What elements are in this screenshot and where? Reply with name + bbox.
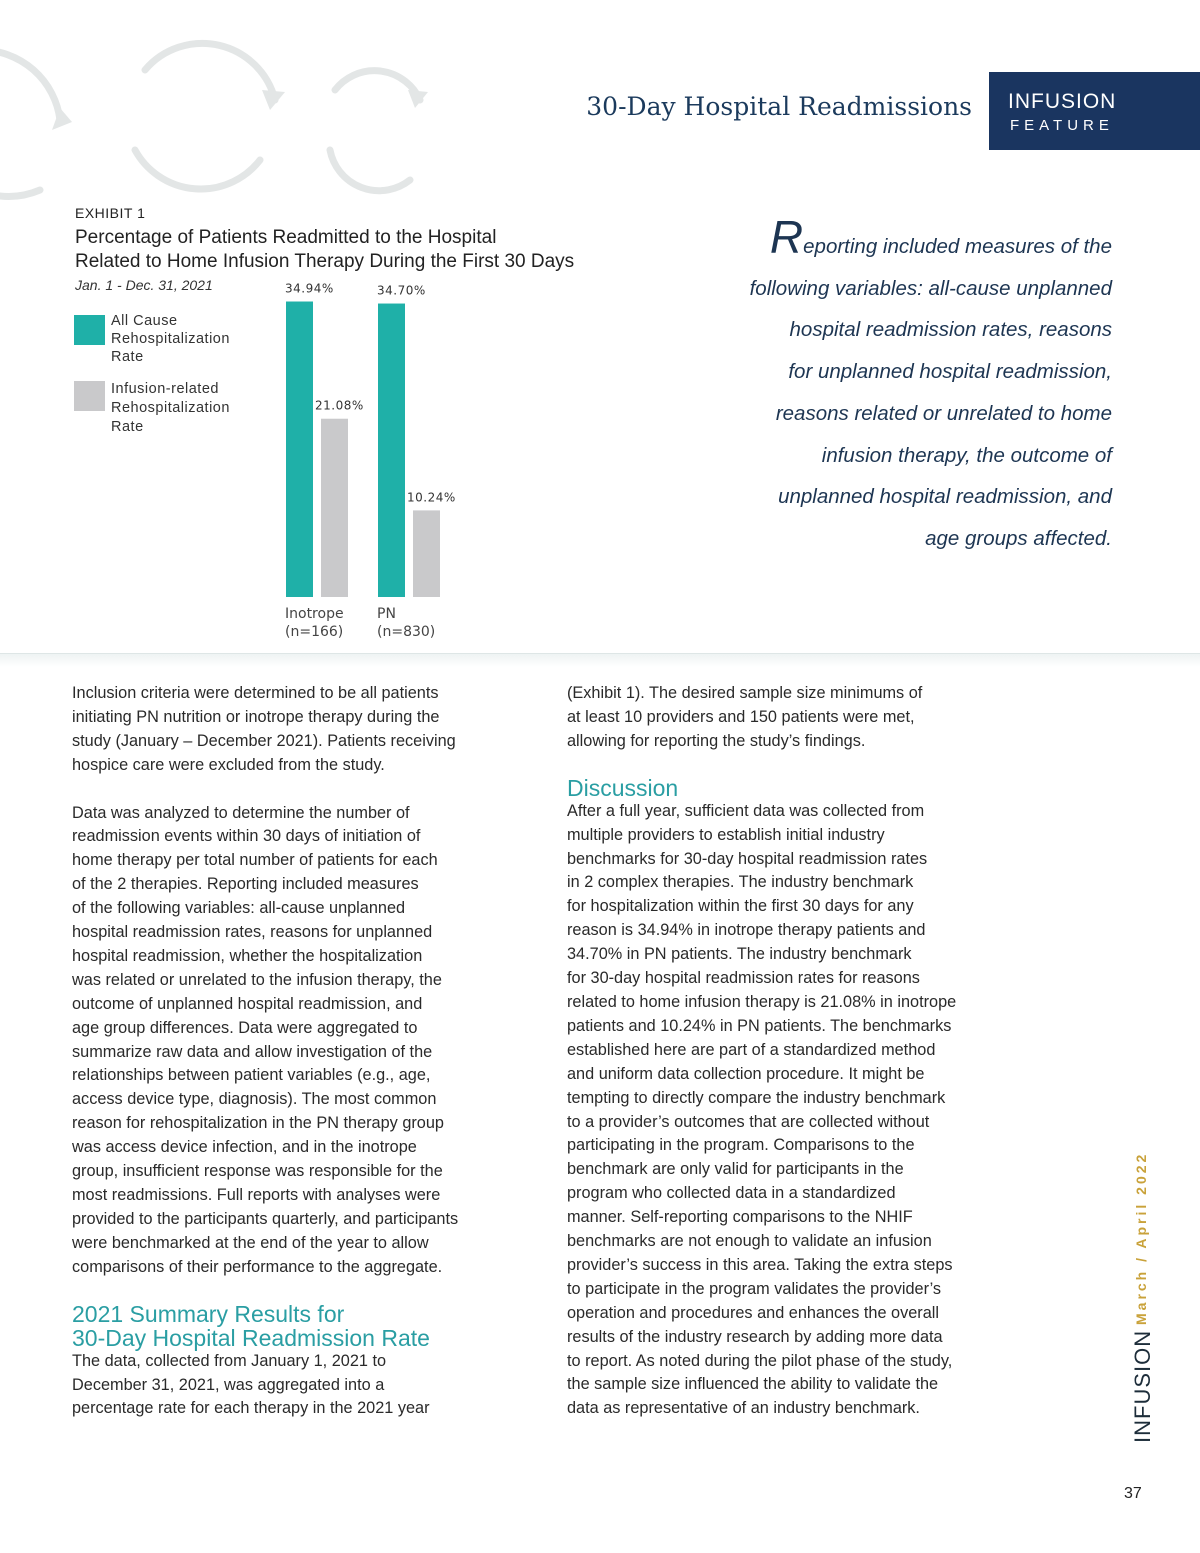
paragraph-discussion xyxy=(567,800,1017,1422)
legend-line: Rehospitalization xyxy=(111,331,230,347)
infusion-logo: INFUSION xyxy=(1008,90,1117,113)
text-line: provider’s success in this area. Taking the extra steps xyxy=(567,1255,953,1274)
text-line: for 30-day hospital readmission rates for reasons xyxy=(567,969,920,988)
bar-value-label: 21.08% xyxy=(315,398,364,413)
paragraph-data-analysis xyxy=(72,802,522,1280)
text-line: was access device infection, and in the inotrope xyxy=(72,1138,417,1157)
text-line: readmission events within 30 days of initiation of xyxy=(72,827,421,846)
category-label: Inotrope xyxy=(285,606,344,622)
text-line: participating in the program. Comparisons to the xyxy=(567,1136,915,1155)
text-line: results of the industry research by adding more data xyxy=(567,1327,943,1346)
text-line: manner. Self-reporting comparisons to the NHIF xyxy=(567,1208,913,1227)
pull-quote xyxy=(690,211,1112,560)
text-line: patients and 10.24% in PN patients. The benchmarks xyxy=(567,1016,952,1035)
page-number: 37 xyxy=(1124,1485,1142,1502)
pull-quote-line xyxy=(690,211,1112,268)
legend-swatch-all-cause xyxy=(74,315,105,345)
paragraph-inclusion-criteria xyxy=(72,682,522,778)
text-line: The data, collected from January 1, 2021 to xyxy=(72,1351,387,1370)
text-line: at least 10 providers and 150 patients were met, xyxy=(567,707,915,726)
bar-value-label: 10.24% xyxy=(407,490,456,505)
text-line: home therapy per total number of patients for each xyxy=(72,851,438,870)
text-line: data as representative of an industry benchmark. xyxy=(567,1399,920,1418)
infusion-logo-vertical: INFUSION xyxy=(1130,1329,1155,1443)
text-line: hospital readmission, whether the hospitalization xyxy=(72,946,423,965)
text-line: allowing for reporting the study’s findings. xyxy=(567,731,866,750)
text-line: comparisons of their performance to the aggregate. xyxy=(72,1257,443,1276)
text-line: benchmarks are not enough to validate an infusion xyxy=(567,1232,932,1251)
text-line: were benchmarked at the end of the year to allow xyxy=(72,1233,429,1252)
pull-quote-line: unplanned hospital readmission, and xyxy=(778,485,1112,509)
text-line: to a provider’s outcomes that are collected without xyxy=(567,1112,930,1131)
text-line: tempting to directly compare the industry benchmark xyxy=(567,1088,946,1107)
section-divider xyxy=(0,653,1200,667)
text-line: After a full year, sufficient data was collected from xyxy=(567,801,925,820)
exhibit-title xyxy=(75,226,635,274)
category-n-label: (n=830) xyxy=(377,624,436,640)
body-column-right xyxy=(567,682,1017,1421)
bar-inotrope-series-1 xyxy=(321,419,348,597)
text-line: percentage rate for each therapy in the 2021 year xyxy=(72,1399,430,1418)
text-line: of the 2 therapies. Reporting included measures xyxy=(72,875,419,894)
heading-discussion: Discussion xyxy=(567,774,679,801)
legend-label-all-cause xyxy=(111,312,261,366)
text-line: 34.70% in PN patients. The industry benchmark xyxy=(567,945,912,964)
paragraph-data-collected xyxy=(72,1350,522,1422)
text-line: age group differences. Data were aggregated to xyxy=(72,1018,418,1037)
text-line: reason is 34.94% in inotrope therapy patients and xyxy=(567,921,926,940)
text-line: for hospitalization within the first 30 days for any xyxy=(567,897,914,916)
pull-quote-line: hospital readmission rates, reasons xyxy=(789,318,1112,342)
text-line: relationships between patient variables (e.g., age, xyxy=(72,1066,431,1085)
text-line: to participate in the program validates the provider’s xyxy=(567,1279,942,1298)
bar-pn-series-0 xyxy=(378,304,405,597)
legend-line: All Cause xyxy=(111,313,178,329)
text-line: hospital readmission rates, reasons for unplanned xyxy=(72,923,433,942)
text-line: program who collected data in a standardized xyxy=(567,1184,896,1203)
bar-chart xyxy=(270,275,500,645)
pull-quote-dropcap: R xyxy=(769,211,804,263)
pull-quote-line: following variables: all-cause unplanned xyxy=(749,276,1112,300)
text-line: Data was analyzed to determine the number of xyxy=(72,803,410,822)
text-line: benchmark are only valid for participants in the xyxy=(567,1160,904,1179)
text-line: was related or unrelated to the infusion therapy, the xyxy=(72,970,442,989)
feature-label: FEATURE xyxy=(1010,117,1114,134)
text-line: operation and procedures and enhances the overall xyxy=(567,1303,940,1322)
text-line: study (January – December 2021). Patients receiving xyxy=(72,731,456,750)
text-line: summarize raw data and allow investigation of the xyxy=(72,1042,433,1061)
text-line: provided to the participants quarterly, and participants xyxy=(72,1209,459,1228)
category-label: PN xyxy=(377,606,396,622)
paragraph-sample-size xyxy=(567,682,1017,754)
infusion-feature-badge xyxy=(989,72,1200,150)
text-line: most readmissions. Full reports with analyses were xyxy=(72,1186,441,1205)
exhibit-title-line1: Percentage of Patients Readmitted to the Hospital xyxy=(75,227,497,248)
text-line: and uniform data collection procedure. It might be xyxy=(567,1064,925,1083)
heading-line: 2021 Summary Results for xyxy=(72,1300,345,1327)
decorative-circles xyxy=(0,30,440,220)
exhibit-title-line2: Related to Home Infusion Therapy During the First 30 Days xyxy=(75,251,575,272)
text-line: initiating PN nutrition or inotrope therapy during the xyxy=(72,707,440,726)
text-line: (Exhibit 1). The desired sample size minimums of xyxy=(567,684,923,702)
text-line: reason for rehospitalization in the PN therapy group xyxy=(72,1114,444,1133)
legend-line: Infusion-related xyxy=(111,381,219,397)
pull-quote-line: reasons related or unrelated to home xyxy=(775,401,1112,425)
bar-value-label: 34.94% xyxy=(285,281,334,296)
bar-inotrope-series-0 xyxy=(286,302,313,597)
pull-quote-text: eporting included measures of the xyxy=(803,235,1112,258)
pull-quote-line: for unplanned hospital readmission, xyxy=(788,360,1112,384)
exhibit-dates: Jan. 1 - Dec. 31, 2021 xyxy=(75,277,213,293)
bar-pn-series-1 xyxy=(413,510,440,597)
exhibit-label: EXHIBIT 1 xyxy=(75,205,146,221)
page-header-title: 30-Day Hospital Readmissions xyxy=(586,92,972,121)
text-line: the sample size influenced the ability to validate the xyxy=(567,1375,939,1394)
body-column-left xyxy=(72,682,522,1421)
pull-quote-line: age groups affected. xyxy=(925,526,1112,550)
issue-date: March / April 2022 xyxy=(1133,1151,1149,1325)
legend-swatch-infusion-related xyxy=(74,381,105,411)
legend-line: Rate xyxy=(111,419,144,435)
text-line: outcome of unplanned hospital readmission, and xyxy=(72,994,423,1013)
text-line: related to home infusion therapy is 21.08% in inotrope xyxy=(567,992,957,1011)
text-line: benchmarks for 30-day hospital readmission rates xyxy=(567,849,928,868)
heading-line: 30-Day Hospital Readmission Rate xyxy=(72,1324,430,1351)
text-line: access device type, diagnosis). The most common xyxy=(72,1090,437,1109)
category-n-label: (n=166) xyxy=(285,624,344,640)
legend-line: Rehospitalization xyxy=(111,400,230,416)
text-line: multiple providers to establish initial industry xyxy=(567,825,885,844)
legend-label-infusion-related xyxy=(111,380,261,437)
text-line: hospice care were excluded from the study. xyxy=(72,755,385,774)
text-line: to report. As noted during the pilot phase of the study, xyxy=(567,1351,953,1370)
text-line: of the following variables: all-cause unplanned xyxy=(72,899,406,918)
text-line: Inclusion criteria were determined to be all patients xyxy=(72,684,439,702)
text-line: in 2 complex therapies. The industry benchmark xyxy=(567,873,914,892)
pull-quote-line: infusion therapy, the outcome of xyxy=(821,443,1112,467)
bar-value-label: 34.70% xyxy=(377,283,426,298)
text-line: established here are part of a standardized method xyxy=(567,1040,936,1059)
text-line: group, insufficient response was responsible for the xyxy=(72,1162,443,1181)
text-line: December 31, 2021, was aggregated into a xyxy=(72,1375,385,1394)
legend-line: Rate xyxy=(111,349,144,365)
heading-summary-results xyxy=(72,1302,522,1350)
